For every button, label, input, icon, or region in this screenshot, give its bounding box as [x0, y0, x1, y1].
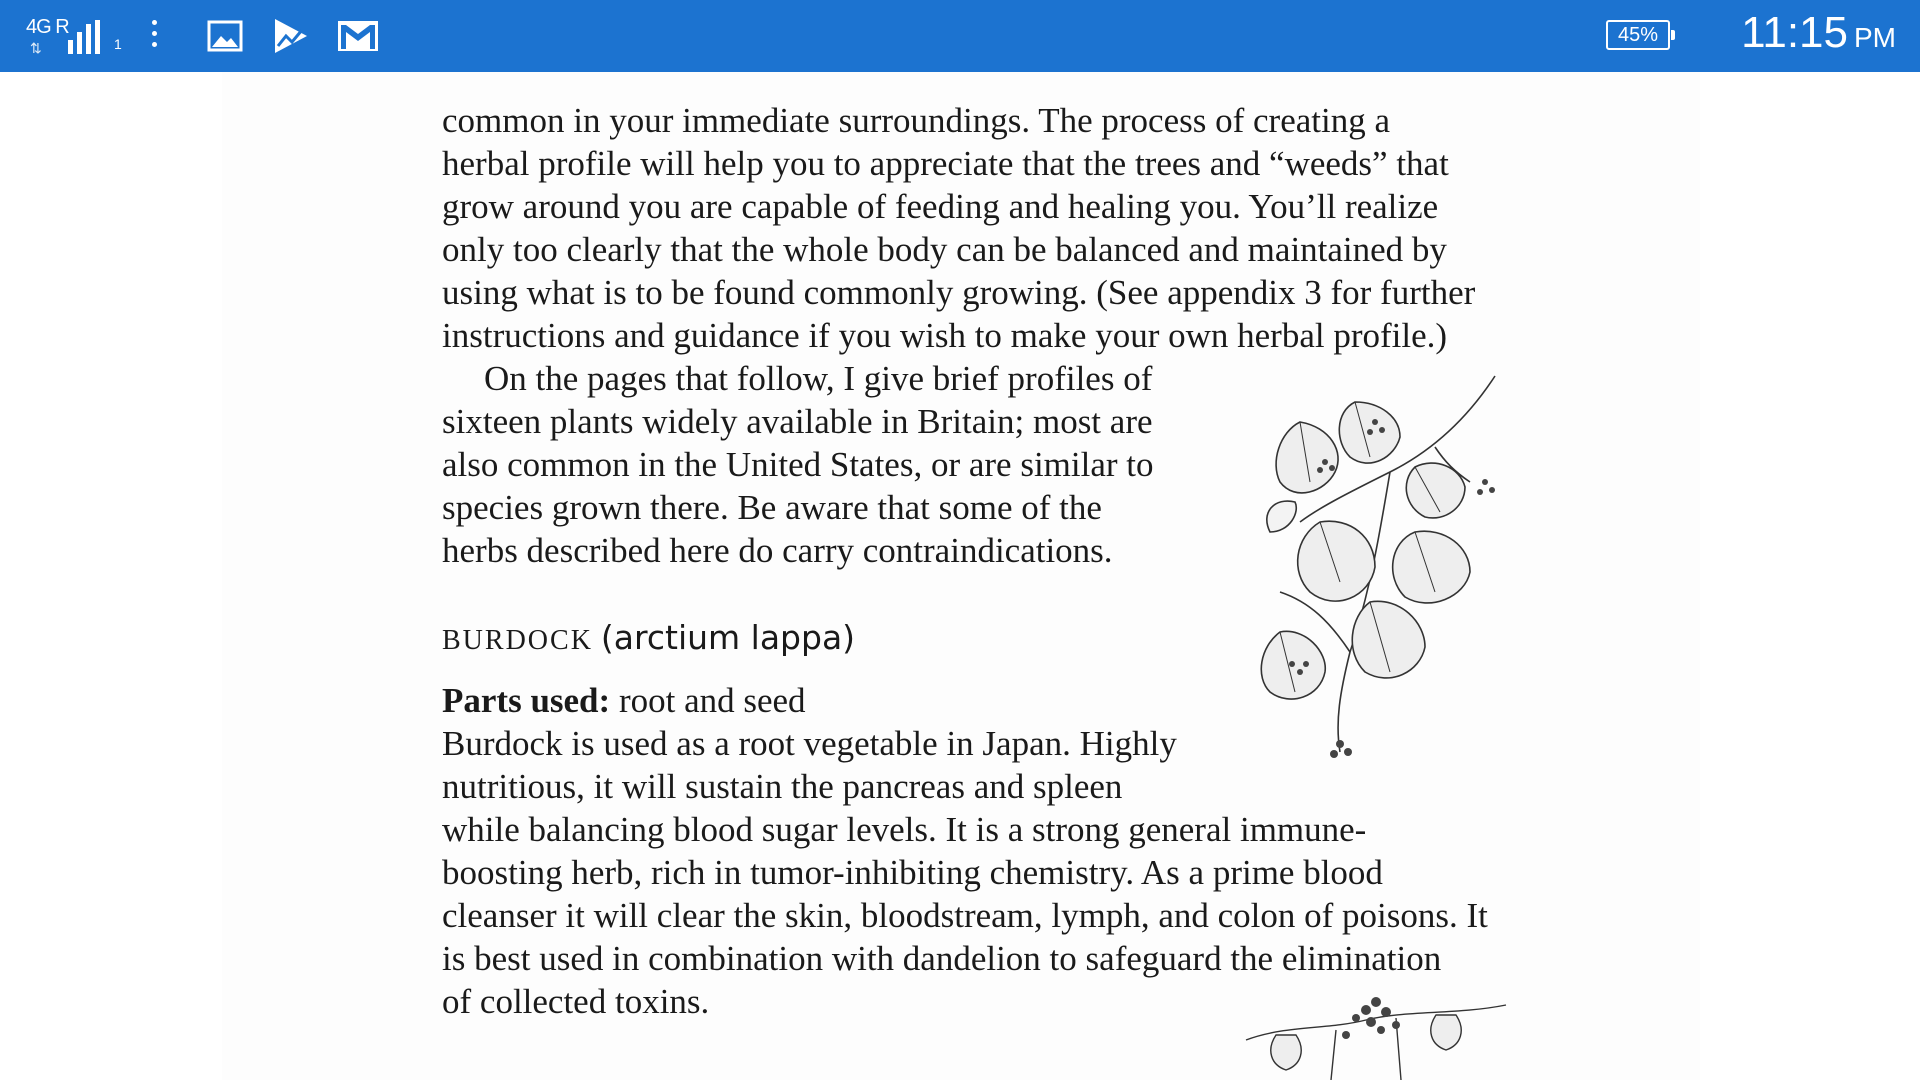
herb-latin-name: (arctium lappa): [600, 618, 856, 657]
gallery-icon[interactable]: [205, 16, 245, 56]
plant-illustration: [1240, 372, 1520, 772]
text-line: only too clearly that the whole body can be balanced and maintained by: [442, 230, 1447, 269]
text-line: herbal profile will help you to appreciate that the trees and “weeds” that: [442, 144, 1449, 183]
network-type-label: 4G R: [26, 16, 69, 38]
data-activity-icon: ⇅: [30, 40, 42, 56]
text-line: boosting herb, rich in tumor-inhibiting chemistry. As a prime blood: [442, 853, 1383, 892]
text-line: common in your immediate surroundings. The process of creating a: [442, 101, 1391, 140]
status-clock: [1741, 8, 1896, 58]
battery-level: 45%: [1617, 24, 1659, 46]
text-line: also common in the United States, or are similar to: [442, 445, 1154, 484]
overflow-menu-icon[interactable]: [152, 16, 158, 56]
gmail-icon[interactable]: [336, 16, 380, 56]
text-line: species grown there. Be aware that some of the: [442, 488, 1102, 527]
herb-name: BURDOCK: [442, 625, 593, 656]
clock-time: 11:15: [1741, 8, 1848, 57]
herb-heading: [442, 618, 855, 657]
clock-ampm: PM: [1854, 22, 1896, 53]
text-line: Burdock is used as a root vegetable in Japan. Highly: [442, 724, 1177, 763]
text-line: cleanser it will clear the skin, bloodstream, lymph, and colon of poisons. It: [442, 896, 1488, 935]
status-left: [24, 0, 122, 72]
text-line: while balancing blood sugar levels. It is a strong general immune-: [442, 810, 1367, 849]
play-store-icon[interactable]: [270, 16, 310, 56]
text-line: On the pages that follow, I give brief profiles of: [484, 359, 1153, 398]
text-line: herbs described here do carry contraindications.: [442, 531, 1113, 570]
battery-indicator: [1606, 20, 1670, 50]
text-line: grow around you are capable of feeding and healing you. You’ll realize: [442, 187, 1439, 226]
parts-used-label: Parts used:: [442, 681, 611, 720]
signal-indicator: [24, 12, 122, 60]
battery-nub: [1671, 30, 1675, 40]
text-line: nutritious, it will sustain the pancreas and spleen: [442, 767, 1123, 806]
text-line: using what is to be found commonly growing. (See appendix 3 for further: [442, 273, 1476, 312]
text-line: instructions and guidance if you wish to make your own herbal profile.): [442, 316, 1448, 355]
parts-used-line: [442, 679, 806, 722]
status-right: [1496, 0, 1896, 72]
signal-bars-icon: [68, 20, 104, 54]
parts-used-value: root and seed: [618, 681, 806, 720]
status-bar: [0, 0, 1920, 72]
plant-illustration-partial: [1236, 990, 1516, 1080]
text-line: of collected toxins.: [442, 982, 710, 1021]
sim-index-label: 1: [114, 36, 122, 52]
text-line: is best used in combination with dandelion to safeguard the elimination: [442, 939, 1442, 978]
text-line: sixteen plants widely available in Britain; most are: [442, 402, 1153, 441]
